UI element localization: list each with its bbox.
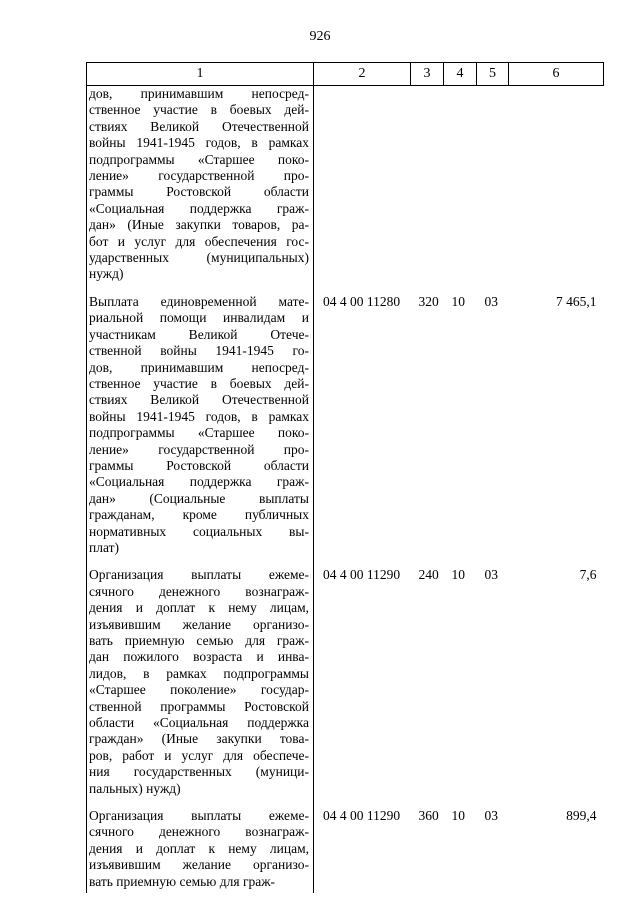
description-line: «Социальная поддержка граж- xyxy=(89,474,309,490)
description-line: Выплата единовременной мате- xyxy=(89,293,309,309)
description-line: области «Социальная поддержка xyxy=(89,715,309,731)
description-line: ление» государственной про- xyxy=(89,441,309,457)
subsection: 03 xyxy=(484,567,498,583)
description-line: гражданам, кроме публичных xyxy=(89,507,309,523)
row-description xyxy=(87,559,314,800)
description-line: дов, принимавшим непосред- xyxy=(89,86,309,101)
description-line: дения и доплат к нему лицам, xyxy=(89,840,309,856)
section xyxy=(444,86,477,286)
header-col-1: 1 xyxy=(87,63,314,86)
budget-code xyxy=(314,86,411,286)
description-line: войны 1941-1945 годов, в рамках xyxy=(89,408,309,424)
description-line: дов, принимавшим непосред- xyxy=(89,359,309,375)
header-col-5: 5 xyxy=(477,63,509,86)
description-line: дан» (Социальные выплаты xyxy=(89,490,309,506)
row-description xyxy=(87,800,314,893)
description-line: изъявившим желание организо- xyxy=(89,857,309,873)
budget-table xyxy=(86,62,604,893)
header-col-4: 4 xyxy=(444,63,477,86)
section: 10 xyxy=(451,567,465,583)
description-line: лидов, в рамках подпрограммы xyxy=(89,665,309,681)
budget-code: 04 4 00 11290 xyxy=(323,808,401,824)
expense-type xyxy=(411,86,444,286)
description-line: изъявившим желание организо- xyxy=(89,616,309,632)
description-line: дан» (Иные закупки товаров, ра- xyxy=(89,217,309,233)
header-col-2: 2 xyxy=(314,63,411,86)
amount: 7,6 xyxy=(579,567,597,583)
expense-type: 360 xyxy=(418,808,439,824)
budget-code: 04 4 00 11290 xyxy=(323,567,401,583)
description-line: ния государственных (муници- xyxy=(89,764,309,780)
description-line: плат) xyxy=(89,539,119,555)
description-line: пальных) нужд) xyxy=(89,780,181,796)
description-line: войны 1941-1945 годов, в рамках xyxy=(89,135,309,151)
description-line: Организация выплаты ежеме- xyxy=(89,808,309,824)
description-line: Организация выплаты ежеме- xyxy=(89,567,309,583)
amount: 899,4 xyxy=(566,808,597,824)
subsection: 03 xyxy=(484,293,498,309)
description-line: ствиях Великой Отечественной xyxy=(89,392,309,408)
description-line: ление» государственной про- xyxy=(89,168,309,184)
table-body xyxy=(87,86,604,894)
description-line: ственное участие в боевых дей- xyxy=(89,102,309,118)
description-line: риальной помощи инвалидам и xyxy=(89,310,309,326)
description-line: сячного денежного вознаграж- xyxy=(89,824,309,840)
description-line: «Старшее поколение» государ- xyxy=(89,682,309,698)
table-row xyxy=(87,559,604,800)
description-line: дения и доплат к нему лицам, xyxy=(89,600,309,616)
section: 10 xyxy=(451,293,465,309)
row-description xyxy=(87,86,314,286)
table-row xyxy=(87,286,604,560)
header-col-6: 6 xyxy=(509,63,604,86)
header-row xyxy=(87,63,604,86)
amount xyxy=(509,86,604,286)
expense-type: 240 xyxy=(418,567,439,583)
row-description xyxy=(87,286,314,560)
description-line: ственное участие в боевых дей- xyxy=(89,375,309,391)
description-line: ствиях Великой Отечественной xyxy=(89,118,309,134)
description-line: подпрограммы «Старшее поко- xyxy=(89,151,309,167)
section: 10 xyxy=(451,808,465,824)
description-line: ственной программы Ростовской xyxy=(89,698,309,714)
budget-code: 04 4 00 11280 xyxy=(323,293,401,309)
header-col-3: 3 xyxy=(411,63,444,86)
table-row xyxy=(87,86,604,286)
description-line: ров, работ и услуг для обеспече- xyxy=(89,747,309,763)
description-line: «Социальная поддержка граж- xyxy=(89,200,309,216)
subsection: 03 xyxy=(484,808,498,824)
description-line: нормативных социальных вы- xyxy=(89,523,309,539)
description-line: подпрограммы «Старшее поко- xyxy=(89,425,309,441)
description-line: вать приемную семью для граж- xyxy=(89,633,309,648)
subsection xyxy=(477,86,509,286)
description-line: дан пожилого возраста и инва- xyxy=(89,649,309,665)
description-line: ударственных (муниципальных) xyxy=(89,250,309,266)
description-line: бот и услуг для обеспечения гос- xyxy=(89,233,309,249)
page-number: 926 xyxy=(309,29,331,44)
description-line: граммы Ростовской области xyxy=(89,184,309,200)
description-line: граммы Ростовской области xyxy=(89,457,309,473)
table-row xyxy=(87,800,604,893)
amount: 7 465,1 xyxy=(556,293,597,309)
description-line: нужд) xyxy=(89,266,124,282)
description-line: ственной войны 1941-1945 го- xyxy=(89,343,309,359)
description-line: сячного денежного вознаграж- xyxy=(89,583,309,599)
description-line: участникам Великой Отече- xyxy=(89,326,309,342)
expense-type: 320 xyxy=(418,293,439,309)
description-line: вать приемную семью для граж- xyxy=(89,873,276,889)
description-line: граждан» (Иные закупки това- xyxy=(89,731,309,747)
